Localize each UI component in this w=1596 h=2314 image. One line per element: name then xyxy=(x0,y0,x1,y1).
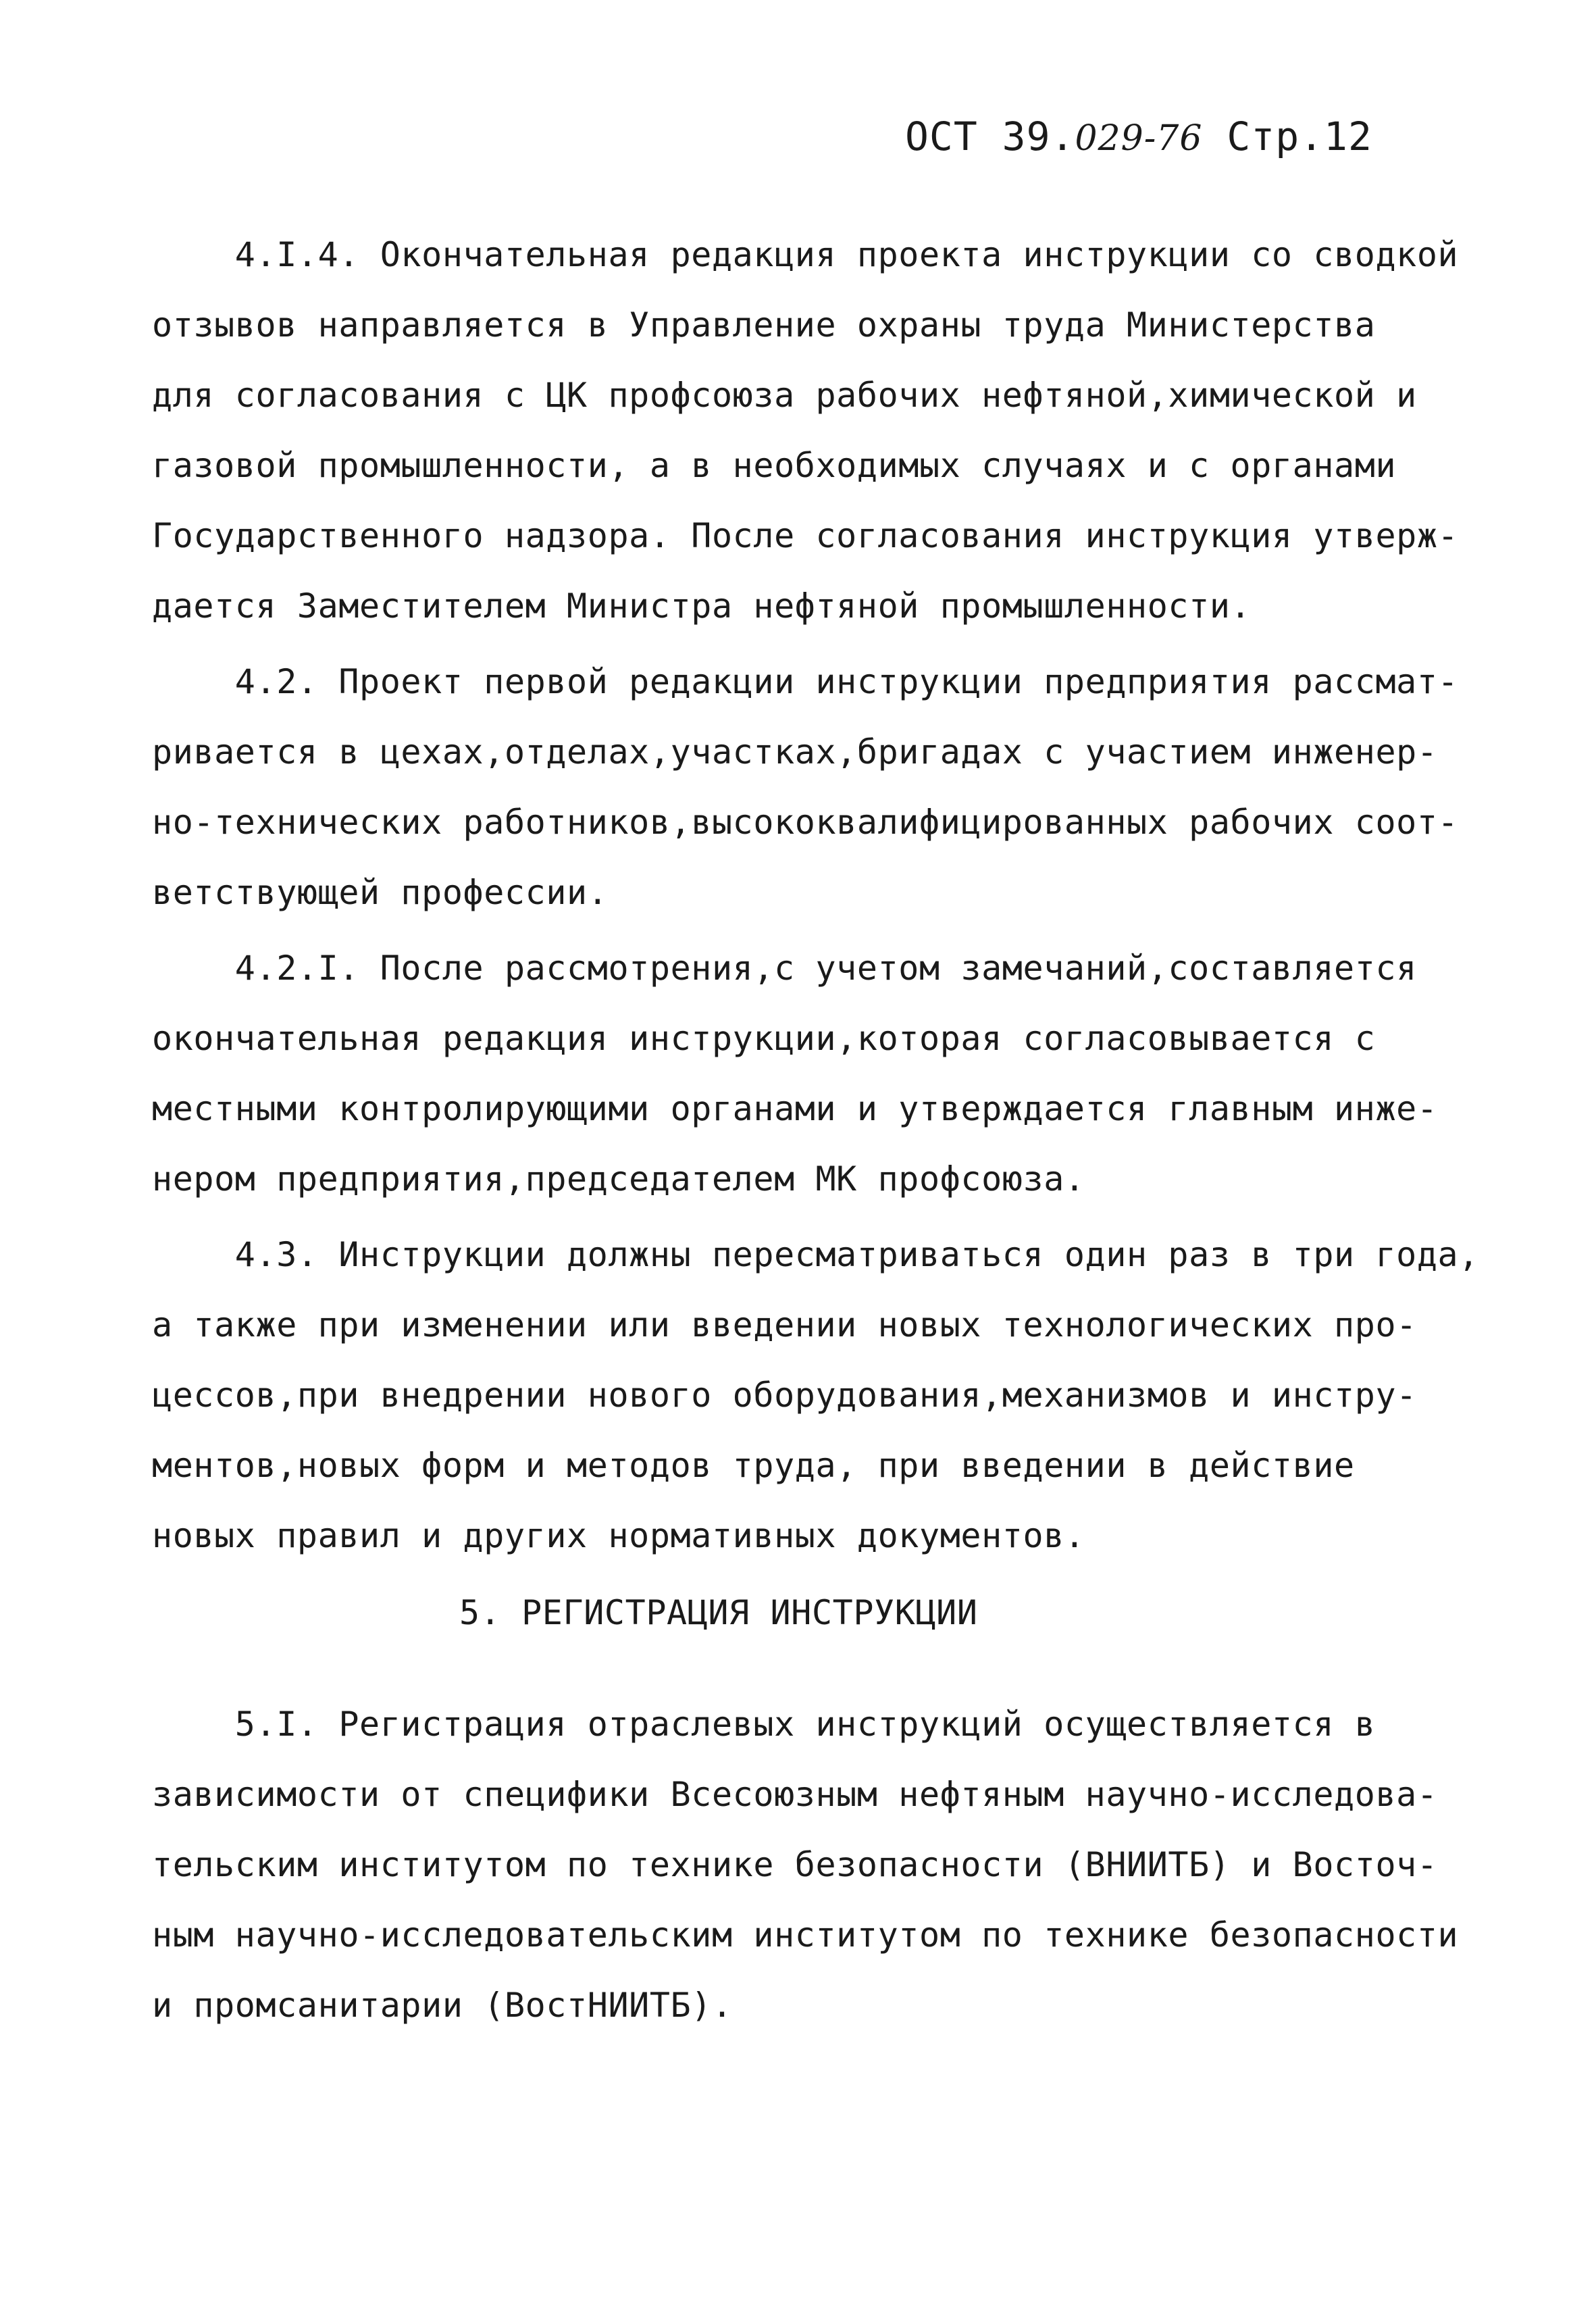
page-number-label: Стр.12 xyxy=(1227,114,1372,159)
text-line: 4.3. Инструкции должны пересматриваться один раз в три года, xyxy=(152,1235,1479,1274)
text-line: но-технических работников,высококвалифицированных рабочих соот- xyxy=(152,803,1459,842)
text-line: дается Заместителем Министра нефтяной промышленности. xyxy=(152,586,1252,626)
paragraph-4-1-4 xyxy=(152,220,1476,641)
text-line: Государственного надзора. После согласования инструкция утверж- xyxy=(152,516,1459,555)
text-line: газовой промышленности, а в необходимых случаях и с органами xyxy=(152,446,1397,485)
section-5-heading: 5. РЕГИСТРАЦИЯ ИНСТРУКЦИИ xyxy=(459,1593,978,1632)
text-line: ветствующей профессии. xyxy=(152,873,609,912)
text-line: новых правил и других нормативных документов. xyxy=(152,1516,1085,1555)
paragraph-gap xyxy=(152,1214,1476,1219)
text-line: зависимости от специфики Всесоюзным нефтяным научно-исследова- xyxy=(152,1775,1438,1814)
paragraph-gap xyxy=(152,641,1476,647)
text-line: а также при изменении или введении новых технологических про- xyxy=(152,1305,1417,1344)
text-line: ным научно-исследовательским институтом по технике безопасности xyxy=(152,1915,1459,1955)
ost-number-handwritten: 029-76 xyxy=(1075,118,1203,159)
page-header xyxy=(905,114,1372,159)
text-line: для согласования с ЦК профсоюза рабочих нефтяной,химической и xyxy=(152,376,1417,415)
text-line: 5.I. Регистрация отраслевых инструкций осуществляется в xyxy=(152,1705,1376,1744)
ost-prefix: ОСТ 39. xyxy=(905,114,1075,159)
text-line: цессов,при внедрении нового оборудования,механизмов и инстру- xyxy=(152,1376,1417,1415)
text-line: отзывов направляется в Управление охраны труда Министерства xyxy=(152,305,1376,345)
text-line: окончательная редакция инструкции,которая согласовывается с xyxy=(152,1019,1376,1058)
text-line: 4.2.I. После рассмотрения,с учетом замечаний,составляется xyxy=(152,949,1417,988)
section-5-text xyxy=(152,1689,1476,2040)
text-line: 4.2. Проект первой редакции инструкции предприятия рассмат- xyxy=(152,662,1459,701)
text-line: местными контролирующими органами и утверждается главным инже- xyxy=(152,1089,1438,1128)
paragraph-4-2-1 xyxy=(152,933,1476,1214)
paragraph-4-2 xyxy=(152,647,1476,928)
text-line: тельским институтом по технике безопасности (ВНИИТБ) и Восточ- xyxy=(152,1845,1438,1884)
text-line: и промсанитарии (ВостНИИТБ). xyxy=(152,1986,733,2025)
paragraph-5-1 xyxy=(152,1689,1476,2040)
text-line: ривается в цехах,отделах,участках,бригадах с участием инженер- xyxy=(152,732,1438,772)
text-line: ментов,новых форм и методов труда, при введении в действие xyxy=(152,1446,1355,1485)
paragraph-gap xyxy=(152,928,1476,933)
paragraph-4-3 xyxy=(152,1219,1479,1571)
text-line: 4.I.4. Окончательная редакция проекта инструкции со сводкой xyxy=(152,235,1459,274)
section-4-text xyxy=(152,220,1479,1571)
text-line: нером предприятия,председателем МК профсоюза. xyxy=(152,1159,1085,1199)
